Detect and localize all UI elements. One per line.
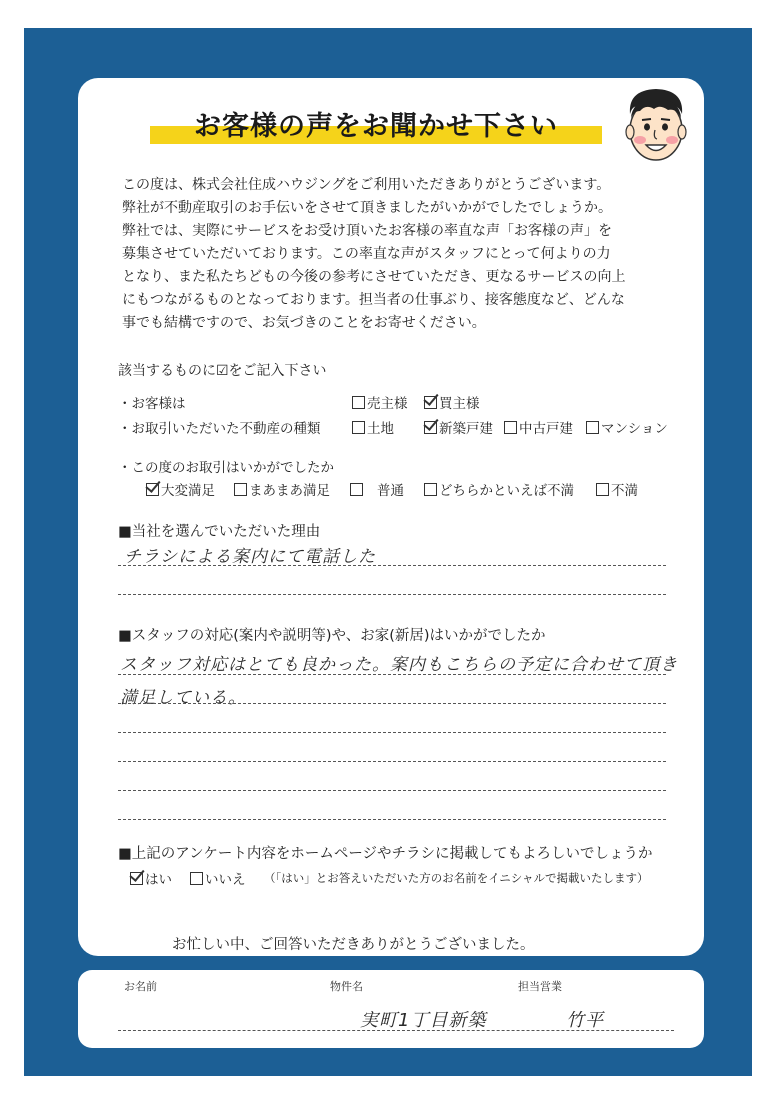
option-somewhat-satisfied[interactable] (234, 479, 330, 499)
option-seller[interactable] (352, 392, 408, 412)
reason-heading: ■当社を選んでいただいた理由 (118, 524, 321, 540)
checkbox-somewhat-satisfied[interactable] (234, 483, 247, 496)
intro-line: 弊社では、実際にサービスをお受け頂いたお客様の率直な声「お客様の声」を (122, 223, 612, 239)
option-label: 新築戸建 (439, 421, 493, 437)
instruction-text: 該当するものに☑をご記入下さい (118, 363, 327, 379)
option-label: どちらかといえば不満 (439, 483, 574, 499)
option-label: 売主様 (367, 396, 408, 412)
staff-value[interactable]: 竹平 (566, 1010, 604, 1031)
closing-message: お忙しい中、ご回答いただきありがとうございました。 (172, 937, 535, 953)
checkbox-very-satisfied[interactable] (146, 483, 159, 496)
footer-line (118, 1030, 674, 1031)
intro-line: にもつながるものとなっております。担当者の仕事ぶり、接客態度など、どんな (122, 292, 625, 308)
property-value[interactable]: 実町1丁目新築 (360, 1010, 487, 1031)
option-label: 大変満足 (161, 483, 215, 499)
answer-line (118, 819, 666, 820)
checkbox-mansion[interactable] (586, 421, 599, 434)
staff-answer-line-2[interactable]: 満足している。 (120, 688, 246, 708)
staff-label: 担当営業 (518, 980, 562, 993)
reason-answer[interactable]: チラシによる案内にて電話した (124, 547, 376, 567)
title-area (150, 104, 602, 150)
question-type-label: ・お取引いただいた不動産の種類 (118, 421, 321, 437)
checkbox-yes[interactable] (130, 872, 143, 885)
option-label: 中古戸建 (519, 421, 573, 437)
checkbox-seller[interactable] (352, 396, 365, 409)
option-yes[interactable] (130, 868, 172, 888)
intro-text (122, 174, 682, 335)
page-title: お客様の声をお聞かせ下さい (194, 111, 558, 142)
answer-line (118, 565, 666, 566)
staff-heading: ■スタッフの対応(案内や説明等)や、お家(新居)はいかがでしたか (118, 628, 546, 644)
answer-line (118, 703, 666, 704)
publish-heading: ■上記のアンケート内容をホームページやチラシに掲載してもよろしいでしょうか (118, 846, 653, 862)
checkbox-used-house[interactable] (504, 421, 517, 434)
intro-line: となり、また私たちどもの今後の参考にさせていただき、更なるサービスの向上 (122, 269, 626, 285)
option-somewhat-dissatisfied[interactable] (424, 479, 574, 499)
option-mansion[interactable] (586, 417, 668, 437)
checkbox-dissatisfied[interactable] (596, 483, 609, 496)
answer-line (118, 761, 666, 762)
option-label: はい (145, 872, 172, 888)
staff-answer-line-1[interactable]: スタッフ対応はとても良かった。案内もこちらの予定に合わせて頂き (120, 655, 678, 675)
checkbox-land[interactable] (352, 421, 365, 434)
option-new-house[interactable] (424, 417, 493, 437)
staff-face-icon (618, 84, 694, 168)
option-very-satisfied[interactable] (146, 479, 215, 499)
intro-line: この度は、株式会社住成ハウジングをご利用いただきありがとうございます。 (122, 177, 611, 193)
checkbox-no[interactable] (190, 872, 203, 885)
answer-line (118, 790, 666, 791)
intro-line: 弊社が不動産取引のお手伝いをさせて頂きましたがいかがでしたでしょうか。 (122, 200, 612, 216)
option-label: いいえ (205, 872, 246, 888)
checkbox-somewhat-dissatisfied[interactable] (424, 483, 437, 496)
option-land[interactable] (352, 417, 394, 437)
option-no[interactable] (190, 868, 246, 888)
option-buyer[interactable] (424, 392, 480, 412)
option-label: 普通 (377, 483, 404, 499)
option-label: まあまあ満足 (249, 483, 330, 499)
option-normal[interactable] (350, 479, 404, 499)
answer-line (118, 674, 666, 675)
answer-line (118, 732, 666, 733)
option-label: 買主様 (439, 396, 480, 412)
intro-line: 募集させていただいております。この率直な声がスタッフにとって何よりの力 (122, 246, 611, 262)
option-used-house[interactable] (504, 417, 573, 437)
checkbox-normal[interactable] (350, 483, 363, 496)
question-customer-label: ・お客様は (118, 396, 186, 412)
option-label: 不満 (611, 483, 638, 499)
publish-note: （「はい」とお答えいただいた方のお名前をイニシャルで掲載いたします） (264, 871, 649, 885)
name-label: お名前 (124, 980, 157, 993)
answer-line (118, 594, 666, 595)
checkbox-buyer[interactable] (424, 396, 437, 409)
option-label: 土地 (367, 421, 394, 437)
property-label: 物件名 (330, 980, 363, 993)
intro-line: 事でも結構ですので、お気づきのことをお寄せください。 (122, 315, 486, 331)
checkbox-new-house[interactable] (424, 421, 437, 434)
question-satisfaction-label: ・この度のお取引はいかがでしたか (118, 460, 334, 476)
option-label: マンション (601, 421, 668, 437)
option-dissatisfied[interactable] (596, 479, 638, 499)
